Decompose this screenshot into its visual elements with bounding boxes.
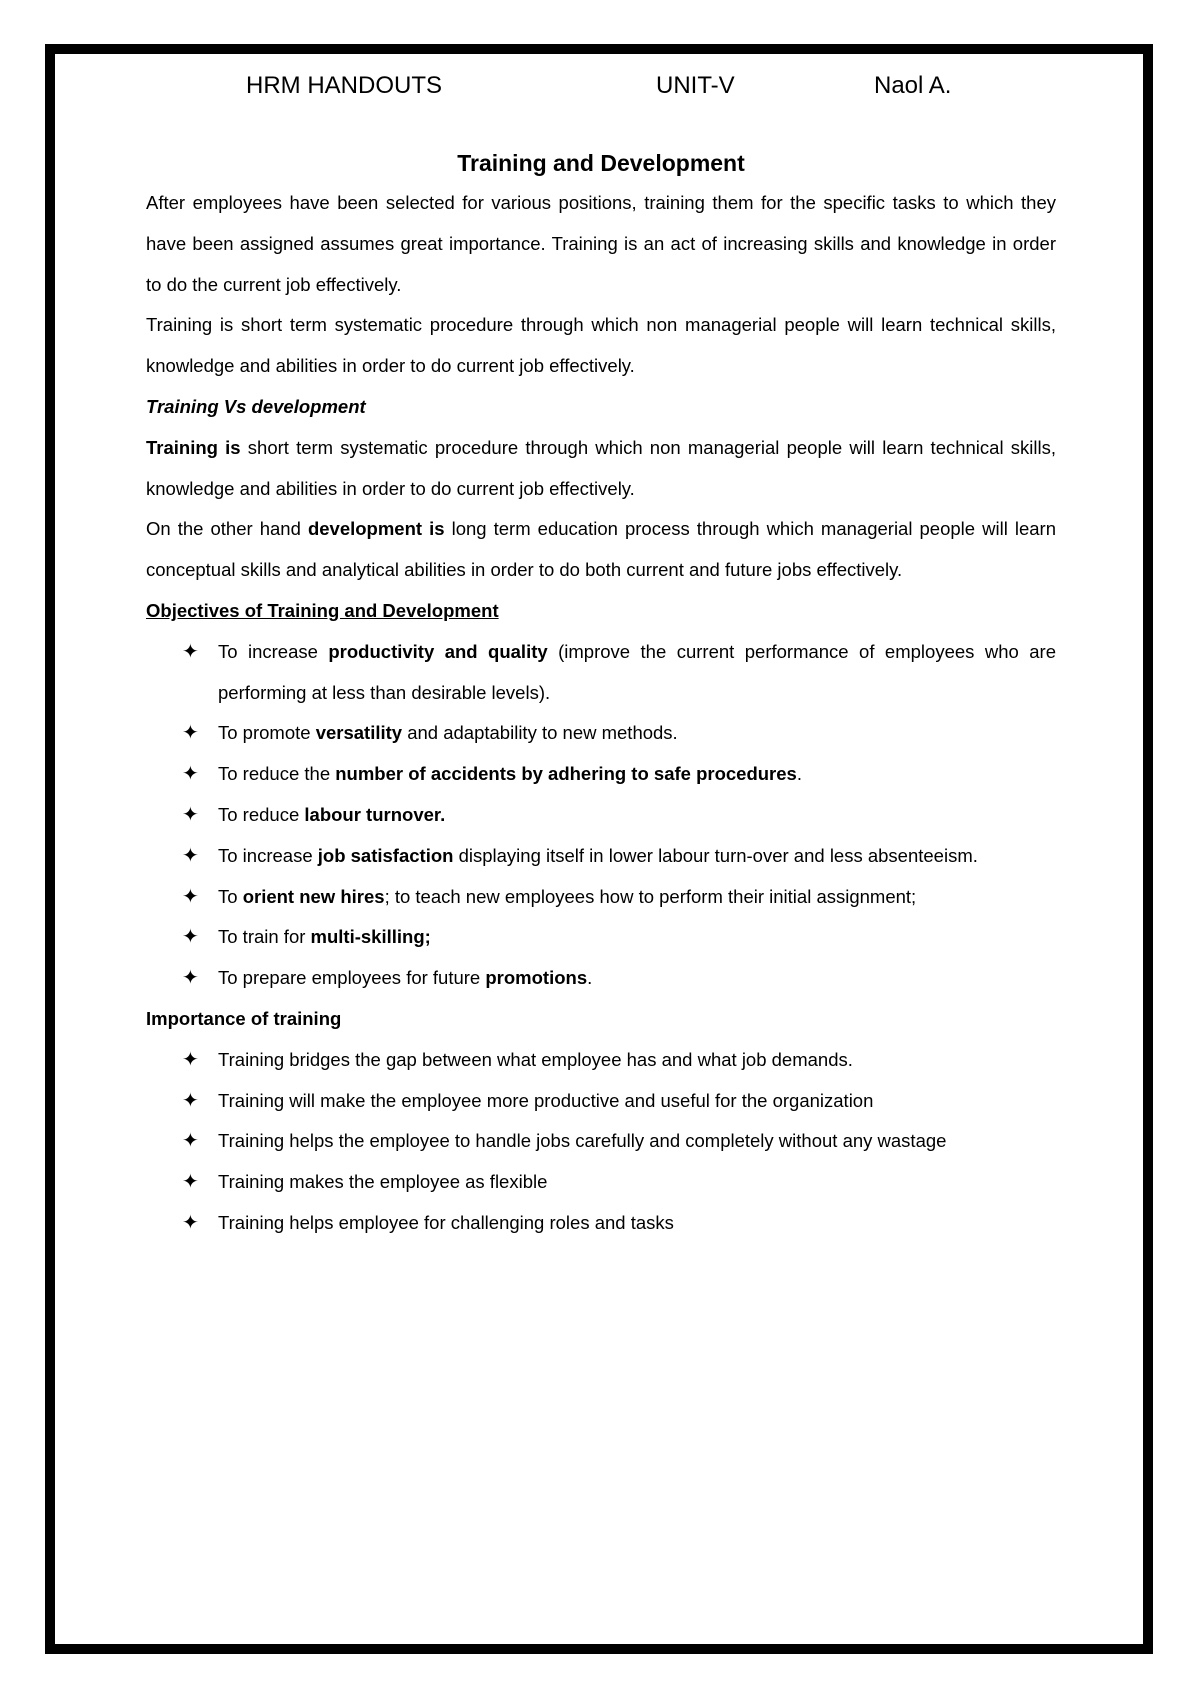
four-pointed-star-icon: ✦ bbox=[182, 640, 199, 663]
objective-text: To bbox=[218, 885, 243, 907]
importance-item bbox=[146, 1121, 1056, 1162]
four-pointed-star-icon: ✦ bbox=[182, 1130, 199, 1153]
header-author: Naol A. bbox=[874, 72, 952, 99]
objective-item bbox=[146, 958, 1056, 999]
four-pointed-star-icon: ✦ bbox=[182, 926, 199, 949]
page-header bbox=[0, 70, 1200, 102]
objective-text: To reduce the bbox=[218, 763, 336, 785]
four-pointed-star-icon: ✦ bbox=[182, 803, 199, 826]
objective-item bbox=[146, 632, 1056, 714]
header-unit: UNIT-V bbox=[656, 72, 735, 99]
four-pointed-star-icon: ✦ bbox=[182, 1171, 199, 1194]
four-pointed-star-icon: ✦ bbox=[182, 763, 199, 786]
four-pointed-star-icon: ✦ bbox=[182, 844, 199, 867]
objectives-list bbox=[146, 632, 1056, 999]
objective-text: To promote bbox=[218, 722, 316, 744]
objective-emphasis: job satisfaction bbox=[317, 844, 454, 866]
objective-text: To train for bbox=[218, 926, 311, 948]
four-pointed-star-icon: ✦ bbox=[182, 1211, 199, 1234]
objective-item bbox=[146, 917, 1056, 958]
development-definition-text: long term education process through which managerial people will learn conceptual skills and analytical abilities in order to do both current and future jobs effectively. bbox=[146, 518, 1056, 581]
objective-emphasis: productivity and quality bbox=[328, 640, 548, 662]
objective-text: To increase bbox=[218, 844, 318, 866]
four-pointed-star-icon: ✦ bbox=[182, 885, 199, 908]
objective-emphasis: number of accidents by adhering to safe procedures bbox=[335, 763, 797, 785]
objective-text: To increase bbox=[218, 640, 329, 662]
importance-text: Training bridges the gap between what employee has and what job demands. bbox=[218, 1048, 853, 1070]
four-pointed-star-icon: ✦ bbox=[182, 1089, 199, 1112]
four-pointed-star-icon: ✦ bbox=[182, 1048, 199, 1071]
objective-item bbox=[146, 836, 1056, 877]
objective-emphasis: versatility bbox=[315, 722, 403, 744]
objective-text: (improve the current performance of employees who are performing at less than desirable levels). bbox=[218, 640, 1056, 703]
objective-item bbox=[146, 795, 1056, 836]
development-definition-lead: On the other hand bbox=[146, 518, 308, 540]
objective-text: ; to teach new employees how to perform their initial assignment; bbox=[384, 885, 917, 907]
document-body bbox=[146, 143, 1056, 1244]
objective-text: displaying itself in lower labour turn-over and less absenteeism. bbox=[453, 844, 978, 866]
intro-paragraph-2: Training is short term systematic procedure through which non managerial people will learn technical skills, knowledge and abilities in order to do current job effectively. bbox=[146, 314, 1056, 377]
section-heading-training-vs-development: Training Vs development bbox=[146, 395, 366, 417]
four-pointed-star-icon: ✦ bbox=[182, 722, 199, 745]
objective-item bbox=[146, 877, 1056, 918]
training-definition-paragraph bbox=[146, 428, 1056, 510]
header-course: HRM HANDOUTS bbox=[246, 72, 442, 99]
importance-text: Training helps employee for challenging roles and tasks bbox=[218, 1211, 674, 1233]
objective-emphasis: promotions bbox=[485, 967, 588, 989]
training-definition-text: short term systematic procedure through which non managerial people will learn technical skills, knowledge and abilities in order to do current job effectively. bbox=[146, 436, 1056, 499]
section-heading-importance: Importance of training bbox=[146, 1007, 342, 1029]
importance-item bbox=[146, 1040, 1056, 1081]
objective-text: . bbox=[587, 967, 593, 989]
four-pointed-star-icon: ✦ bbox=[182, 967, 199, 990]
importance-list bbox=[146, 1040, 1056, 1244]
objective-emphasis: labour turnover. bbox=[304, 803, 446, 825]
development-definition-term: development is bbox=[307, 518, 445, 540]
importance-text: Training helps the employee to handle jobs carefully and completely without any wastage bbox=[218, 1130, 947, 1152]
intro-paragraph-1: After employees have been selected for various positions, training them for the specific tasks to which they have been assigned assumes great importance. Training is an act of increasing skills and knowledge in order to do the current job effectively. bbox=[146, 192, 1056, 295]
objective-text: To reduce bbox=[218, 803, 305, 825]
objective-text: To prepare employees for future bbox=[218, 967, 486, 989]
section-heading-objectives: Objectives of Training and Development bbox=[146, 599, 499, 621]
objective-emphasis: orient new hires bbox=[242, 885, 385, 907]
importance-item bbox=[146, 1203, 1056, 1244]
development-definition-paragraph bbox=[146, 509, 1056, 591]
training-definition-term: Training is bbox=[146, 436, 241, 458]
objective-text: and adaptability to new methods. bbox=[402, 722, 678, 744]
document-title: Training and Development bbox=[457, 150, 745, 176]
objective-emphasis: multi-skilling; bbox=[310, 926, 431, 948]
importance-item bbox=[146, 1081, 1056, 1122]
objective-item bbox=[146, 754, 1056, 795]
objective-item bbox=[146, 713, 1056, 754]
importance-item bbox=[146, 1162, 1056, 1203]
importance-text: Training will make the employee more productive and useful for the organization bbox=[218, 1089, 874, 1111]
objective-text: . bbox=[796, 763, 802, 785]
importance-text: Training makes the employee as flexible bbox=[218, 1171, 548, 1193]
